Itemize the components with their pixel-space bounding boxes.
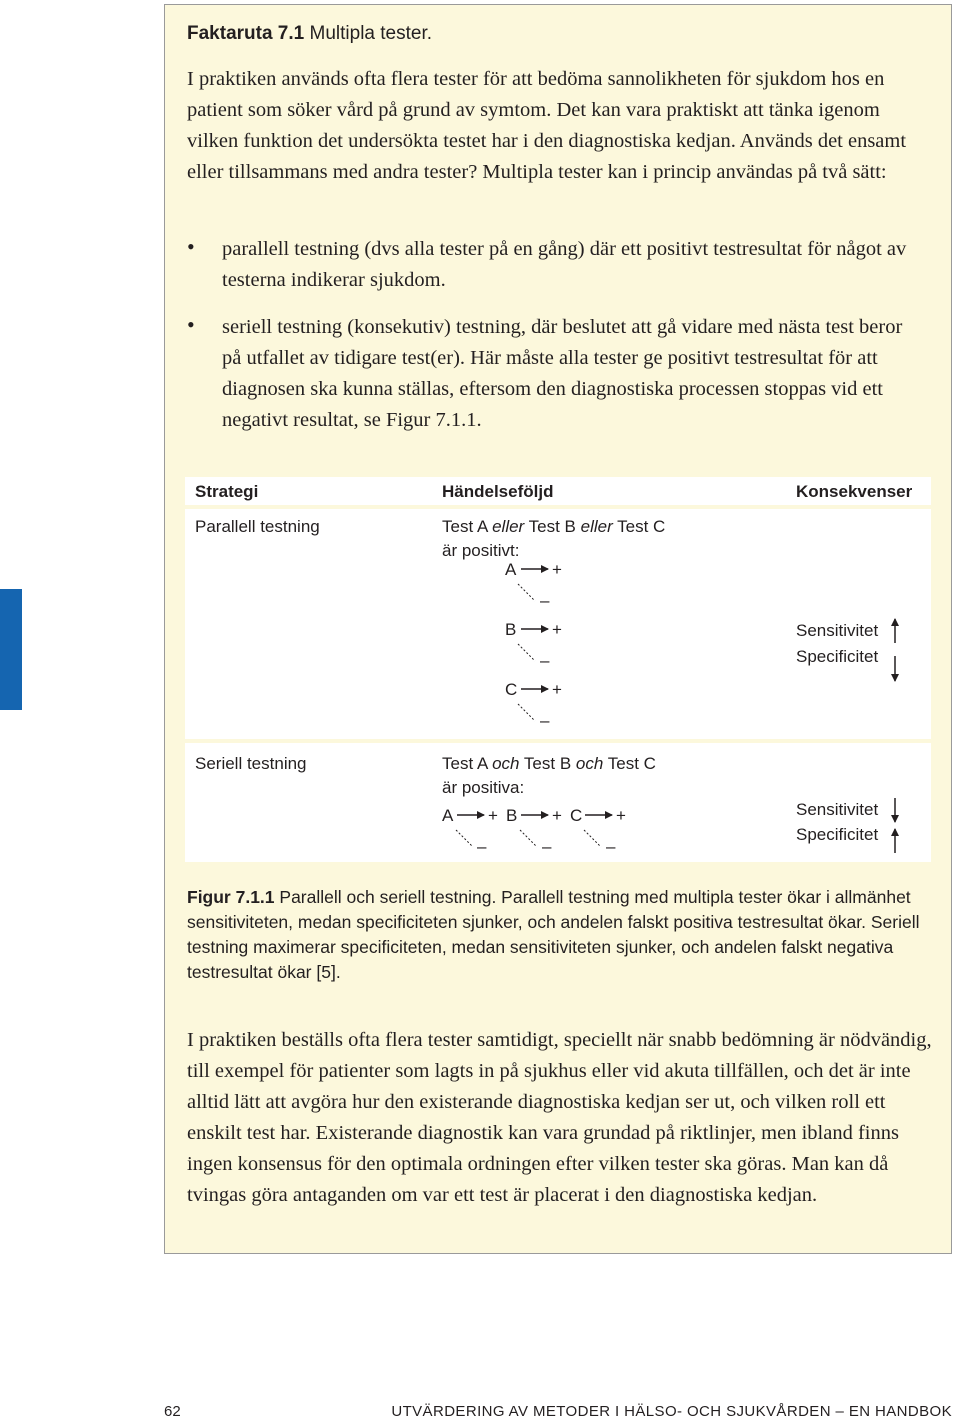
fact-box-paragraph-2: I praktiken beställs ofta flera tester samtidigt, speciellt när snabb bedömning är nödvändig, till exempel för patienter som lagts in på sjukhus eller vid akuta tillfällen, och det är inte alltid lätt att avgöra hur den existerande diagnostiska kedjan ser ut, och vilken roll ett enskilt test har. Existerande diagnostik kan vara grundad på riktlinjer, men ibland finns ingen konsensus för den optimala ordningen efter vilken tester ska göras. Man kan då tvingas göra antaganden om var ett test är placerat i den diagnostiska kedjan.	[187, 1029, 932, 1206]
minus-sign: –	[542, 837, 552, 856]
page-number: 62	[164, 1403, 181, 1420]
sensitivity-label: Sensitivitet	[796, 621, 879, 640]
figure-header-row	[185, 477, 931, 505]
minus-sign: –	[540, 651, 550, 670]
negative-branch-line	[518, 704, 535, 721]
parallel-test-a-text: Test A	[442, 517, 493, 536]
serial-panel	[185, 743, 931, 862]
fact-box	[164, 4, 952, 1254]
figure-caption	[187, 885, 927, 985]
serial-and-text: och	[492, 754, 520, 773]
test-b-label: B	[506, 806, 518, 825]
parallel-panel	[185, 509, 931, 739]
minus-sign: –	[540, 711, 550, 730]
header-consequences: Konsekvenser	[796, 482, 913, 501]
parallel-branch-a	[505, 560, 562, 610]
negative-branch-line	[518, 644, 535, 661]
plus-sign: +	[552, 620, 562, 639]
negative-branch-line	[520, 830, 537, 847]
figure-caption-label: Figur 7.1.1	[187, 887, 275, 907]
fact-box-intro: I praktiken används ofta flera tester för att bedöma sannolikheten för sjukdom hos en patient som söker vård på grund av symtom. Det kan vara praktiskt att tänka igenom vilken funktion det undersökta testet har i den diagnostiska kedjan. Används det ensamt eller tillsammans med andra tester? Multipla tester kan i princip användas på två sätt:	[187, 68, 907, 183]
bullet-text: parallell testning (dvs alla tester på en gång) där ett positivt testresultat för något av testerna indikerar sjukdom.	[222, 238, 907, 291]
serial-step-c	[570, 806, 626, 856]
parallel-condition-line2: är positivt:	[442, 541, 520, 560]
serial-and-text: och	[575, 754, 604, 773]
plus-sign: +	[552, 560, 562, 579]
parallel-or-text: eller	[580, 517, 613, 536]
test-a-label: A	[442, 806, 454, 825]
negative-branch-line	[518, 584, 535, 601]
minus-sign: –	[606, 837, 616, 856]
serial-consequences	[796, 798, 895, 853]
specificity-label: Specificitet	[796, 647, 879, 666]
figure-caption-text: Parallell och seriell testning. Parallell testning med multipla tester ökar i allmänhet sensitiviteten, medan specificiteten sjunker, och andelen falskt positiva testresultat ökar. Seriell testning maximerar specificiteten, medan sensitiviteten sjunker, och andelen falskt negativa testresultat ökar [5].	[187, 887, 920, 982]
chapter-tab-marker	[0, 589, 22, 710]
serial-strategy-label: Seriell testning	[195, 754, 307, 773]
parallel-test-b-text: Test B	[524, 517, 581, 536]
test-c-label: C	[505, 680, 518, 699]
serial-test-c-text: Test C	[603, 754, 656, 773]
serial-chain	[185, 743, 931, 862]
parallel-tree	[185, 509, 931, 739]
header-strategy: Strategi	[195, 482, 259, 501]
figure-7-1-1	[185, 477, 931, 862]
serial-step-a	[442, 806, 498, 856]
running-title: UTVÄRDERING AV METODER I HÄLSO- OCH SJUKVÅRDEN – EN HANDBOK	[391, 1403, 952, 1420]
serial-test-a-text: Test A	[442, 754, 493, 773]
minus-sign: –	[477, 837, 487, 856]
parallel-consequences	[796, 619, 895, 681]
plus-sign: +	[552, 680, 562, 699]
test-b-label: B	[505, 620, 517, 639]
negative-branch-line	[456, 830, 473, 847]
parallel-test-c-text: Test C	[612, 517, 666, 536]
test-c-label: C	[570, 806, 583, 825]
bullet-icon: •	[187, 312, 195, 337]
plus-sign: +	[488, 806, 498, 825]
sensitivity-label: Sensitivitet	[796, 800, 879, 819]
fact-box-title	[187, 23, 432, 45]
parallel-branch-b	[505, 620, 562, 670]
header-sequence: Händelseföljd	[442, 482, 554, 501]
serial-condition-line2: är positiva:	[442, 778, 525, 797]
minus-sign: –	[540, 591, 550, 610]
fact-box-title-text: Multipla tester.	[304, 23, 433, 44]
serial-step-b	[506, 806, 562, 856]
parallel-or-text: eller	[492, 517, 525, 536]
bullet-text: seriell testning (konsekutiv) testning, där beslutet att gå vidare med nästa test beror på utfallet av tidigare test(er). Här måste alla tester ge positivt testresultat för att diagnosen ska kunna ställas, eftersom den diagnostiska processen stoppas vid ett negativt resultat, se Figur 7.1.1.	[222, 316, 903, 431]
fact-box-title-label: Faktaruta 7.1	[187, 23, 305, 44]
test-a-label: A	[505, 560, 517, 579]
specificity-label: Specificitet	[796, 825, 879, 844]
bullet-icon: •	[187, 234, 195, 259]
parallel-branch-c	[505, 680, 562, 730]
negative-branch-line	[584, 830, 601, 847]
plus-sign: +	[552, 806, 562, 825]
serial-test-b-text: Test B	[519, 754, 576, 773]
plus-sign: +	[616, 806, 626, 825]
parallel-strategy-label: Parallell testning	[195, 517, 320, 536]
